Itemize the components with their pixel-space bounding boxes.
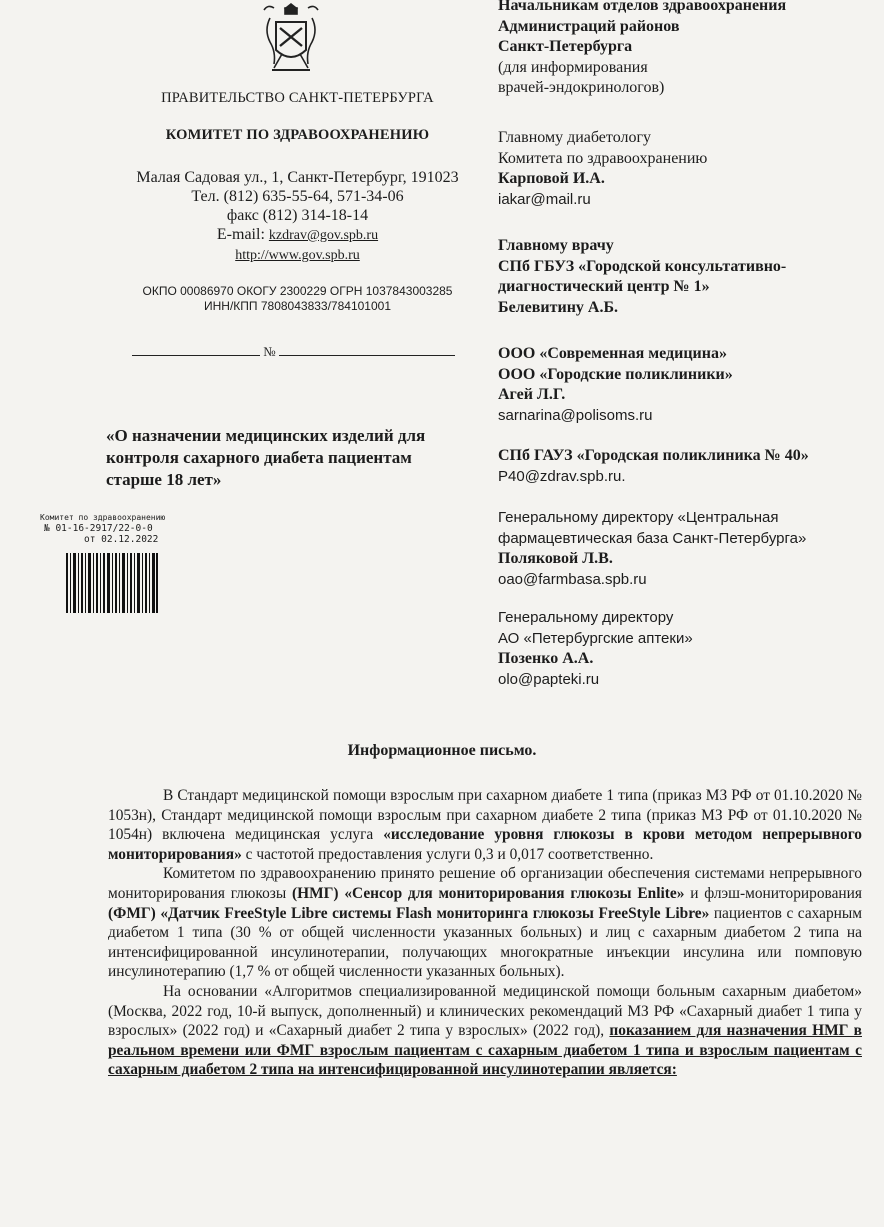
addressee-name: Поляковой Л.В. xyxy=(498,550,613,567)
number-sign: № xyxy=(263,344,276,359)
email-line xyxy=(100,225,495,245)
contact-block xyxy=(100,168,495,265)
phone-number: Тел. (812) 635-55-64, 571-34-06 xyxy=(191,188,404,205)
email-link[interactable]: kzdrav@gov.spb.ru xyxy=(268,228,379,243)
addressee-line: Администраций районов xyxy=(498,17,680,35)
addressee-email[interactable]: olo@papteki.ru xyxy=(498,670,600,688)
addressee-district-heads xyxy=(498,0,878,99)
p2-text-mid: и флэш-мониторирования xyxy=(684,884,862,902)
letter-title: Информационное письмо. xyxy=(347,742,537,759)
p2-bold-fgm: (ФМГ) «Датчик FreeStyle Libre системы Flash мониторинга глюкозы FreeStyle Libre» xyxy=(108,904,710,922)
date-blank-line xyxy=(132,343,260,356)
addressee-polyclinic-40 xyxy=(498,446,878,487)
addressee-line: Главному врачу xyxy=(498,237,614,254)
government-name: ПРАВИТЕЛЬСТВО САНКТ-ПЕТЕРБУРГА xyxy=(161,90,434,106)
committee-name: КОМИТЕТ ПО ЗДРАВООХРАНЕНИЮ xyxy=(165,127,430,143)
addressee-name: Агей Л.Г. xyxy=(498,386,566,403)
paragraph-3 xyxy=(108,982,862,1080)
stamp-org: Комитет по здравоохранению xyxy=(40,513,166,522)
addressee-line: АО «Петербургские аптеки» xyxy=(498,629,693,647)
addressee-email[interactable]: sarnarina@polisoms.ru xyxy=(498,406,653,424)
coat-of-arms-emblem xyxy=(258,0,324,78)
addressee-name: Белевитину А.Б. xyxy=(498,298,619,316)
addressee-line: Генеральному директору «Центральная xyxy=(498,509,779,526)
addressee-line: фармацевтическая база Санкт-Петербурга» xyxy=(498,529,807,547)
stamp-date: от 02.12.2022 xyxy=(84,534,159,545)
document-number-line xyxy=(132,343,462,360)
letter-subject: «О назначении медицинских изделий для контроля сахарного диабета пациентам старше 18 лет» xyxy=(106,426,426,489)
addressee-email[interactable]: P40@zdrav.spb.ru. xyxy=(498,467,626,485)
email-label: E-mail: xyxy=(216,226,265,243)
p1-bold: «исследование уровня глюкозы в крови методом непрерывного мониторирования» xyxy=(108,826,862,863)
addressee-email[interactable]: iakar@mail.ru xyxy=(498,190,591,208)
addressee-line: ООО «Городские поликлиники» xyxy=(498,365,733,383)
addressee-pharmacies xyxy=(498,608,878,690)
addressee-name: Позенко А.А. xyxy=(498,650,594,667)
addressee-line: Главному диабетологу xyxy=(498,129,652,146)
registration-stamp xyxy=(40,512,220,545)
paragraph-2 xyxy=(108,864,862,982)
paragraph-1 xyxy=(108,786,862,864)
addressee-line: диагностический центр № 1» xyxy=(498,278,710,295)
codes-line-2: ИНН/КПП 7808043833/784101001 xyxy=(203,299,391,313)
p1-text-end: с частотой предоставления услуги 0,3 и 0,017 соответственно. xyxy=(241,845,654,863)
stamp-number: № 01-16-2917/22-0-0 xyxy=(44,523,153,534)
addressee-line: Комитета по здравоохранению xyxy=(498,149,708,167)
registry-codes xyxy=(100,284,495,314)
addressee-line: ООО «Современная медицина» xyxy=(498,345,727,362)
number-blank-line xyxy=(279,343,455,356)
postal-address: Малая Садовая ул., 1, Санкт-Петербург, 191023 xyxy=(136,169,459,186)
codes-line-1: ОКПО 00086970 ОКОГУ 2300229 ОГРН 1037843003285 xyxy=(142,284,453,298)
fax-number: факс (812) 314-18-14 xyxy=(226,207,369,224)
addressee-line: Начальникам отделов здравоохранения xyxy=(498,0,787,14)
website-link[interactable]: http://www.gov.spb.ru xyxy=(235,248,360,263)
addressee-line: Санкт-Петербурга xyxy=(498,38,633,55)
addressee-chief-diabetologist xyxy=(498,128,878,210)
addressee-pharma-base xyxy=(498,508,878,590)
p2-text-end: пациентов с сахарным диабетом 1 типа (30 % от общей численности указанных больных) и лиц с сахарным диабетом 2 типа на интенсифицированной инсулинотерапии, получающих многократные инъекции инсулина или помповую инсулинотерапию (1,7 % от общей численности указанных больных). xyxy=(108,904,862,981)
p2-text: Комитетом по здравоохранению принято решение об организации обеспечения системами непрерывного мониторирования глюкозы xyxy=(108,865,862,902)
addressee-consult-center xyxy=(498,236,878,318)
addressee-email[interactable]: oao@farmbasa.spb.ru xyxy=(498,570,647,588)
addressee-line: СПб ГБУЗ «Городской консультативно- xyxy=(498,257,787,275)
addressee-line: врачей-эндокринологов) xyxy=(498,79,665,96)
addressee-line: СПб ГАУЗ «Городская поликлиника № 40» xyxy=(498,447,809,464)
letter-body xyxy=(108,786,862,1080)
p3-text: На основании «Алгоритмов специализированной медицинской помощи больным сахарным диабетом» (Москва, 2022 год, 10-й выпуск, дополненный) и клинических рекомендаций МЗ РФ «Сахарный диабет 1 типа у взрослых» (2022 год) и «Сахарный диабет 2 типа у взрослых» (2022 год), xyxy=(108,982,862,1040)
addressee-name: Карповой И.А. xyxy=(498,170,605,187)
barcode xyxy=(66,553,158,613)
addressee-line: Генеральному директору xyxy=(498,609,674,626)
p3-underlined: показанием для назначения НМГ в реальном времени или ФМГ взрослым пациентам с сахарным диабетом 1 типа и взрослым пациентам с сахарным диабетом 2 типа на интенсифицированной инсулинотерапии является: xyxy=(108,1022,862,1079)
addressee-clinics xyxy=(498,344,878,426)
p1-text: В Стандарт медицинской помощи взрослым при сахарном диабете 1 типа (приказ МЗ РФ от 01.10.2020 № 1053н), Стандарт медицинской помощи взрослым при сахарном диабете 2 типа (приказ МЗ РФ от 01.10.2020 № 1054н) включена медицинская услуга xyxy=(108,787,862,844)
addressee-line: (для информирования xyxy=(498,58,648,76)
p2-bold-cgm: (НМГ) «Сенсор для мониторирования глюкозы Enlite» xyxy=(292,884,685,902)
